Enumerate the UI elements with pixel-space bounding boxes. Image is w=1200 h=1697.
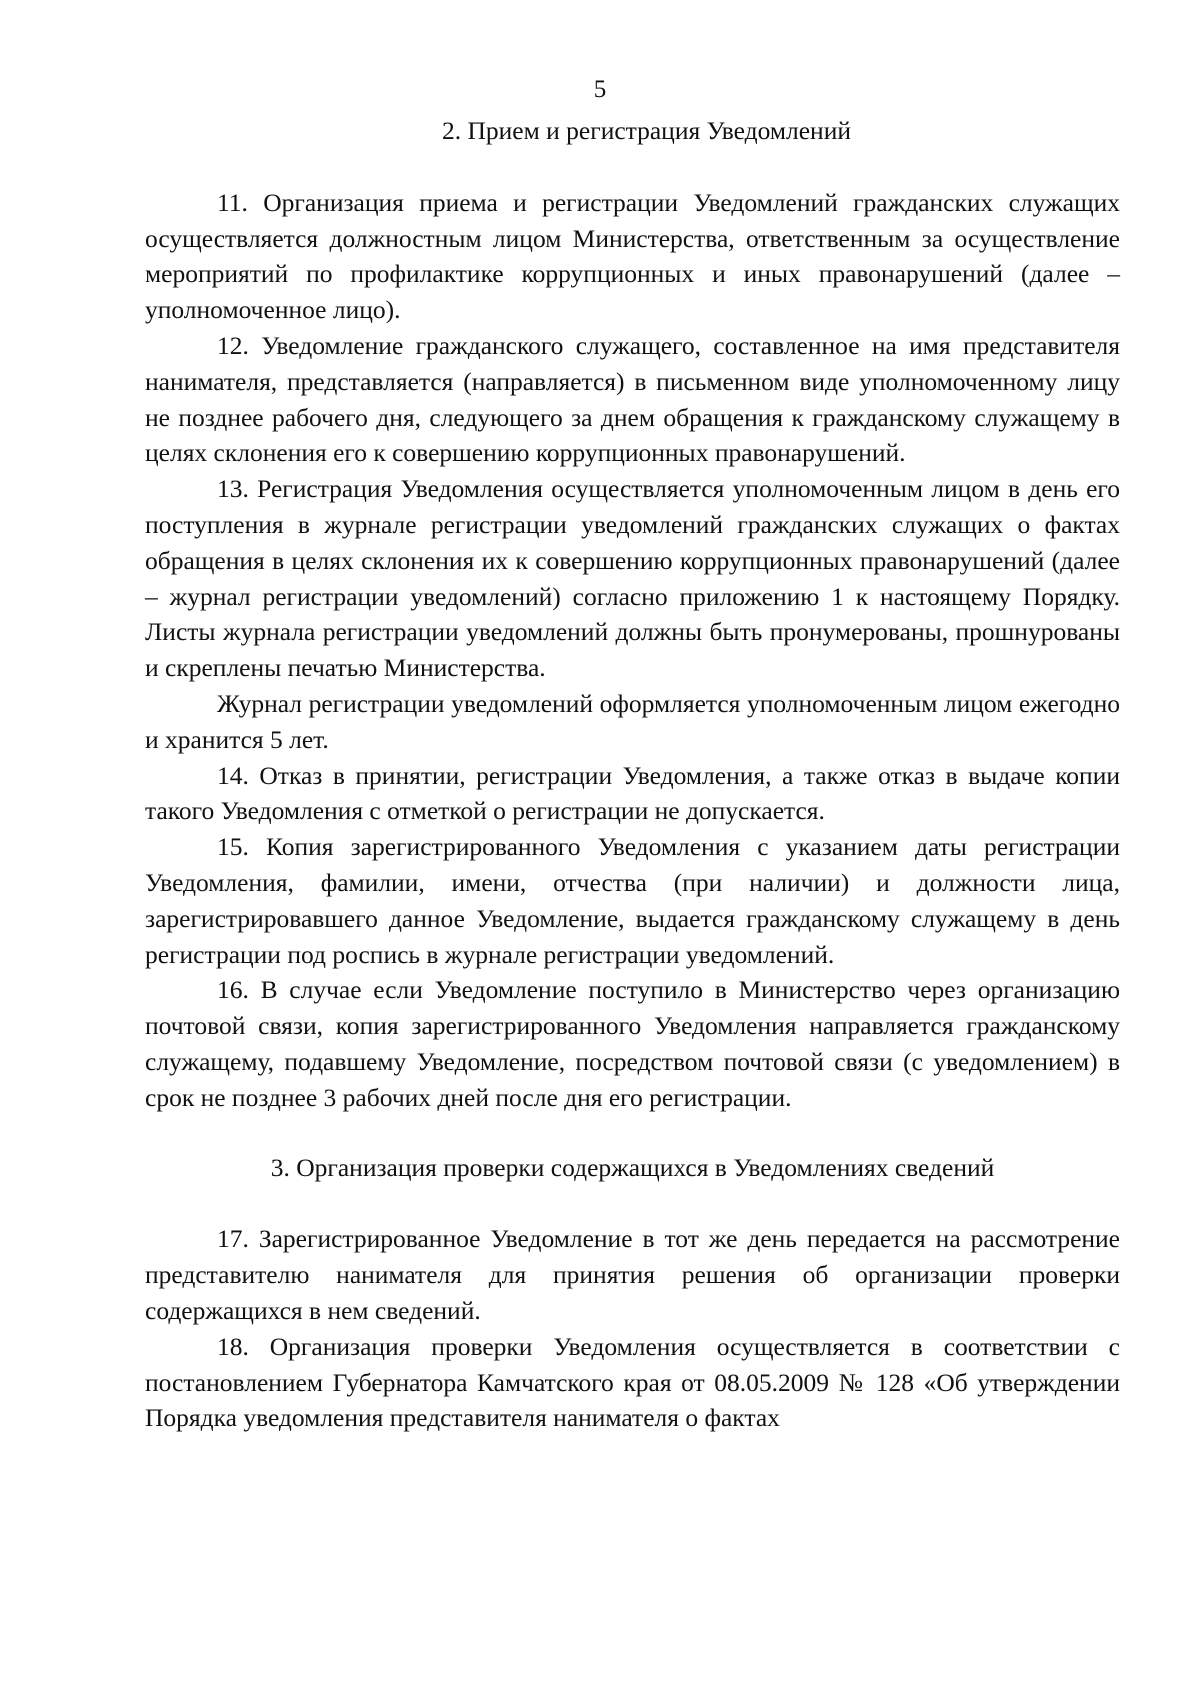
- paragraph-12: 12. Уведомление гражданского служащего, составленное на имя представителя нанимателя, представляется (направляется) в письменном виде уполномоченному лицу не позднее рабочего дня, следующего за днем обращения к гражданскому служащему в целях склонения его к совершению коррупционных правонарушений.: [145, 330, 1120, 468]
- spacer: [145, 149, 1120, 185]
- paragraph-14: 14. Отказ в принятии, регистрации Уведомления, а также отказ в выдаче копии такого Уведомления с отметкой о регистрации не допускается.: [145, 760, 1120, 826]
- paragraph-16: 16. В случае если Уведомление поступило в Министерство через организацию почтовой связи, копия зарегистрированного Уведомления направляется гражданскому служащему, подавшему Уведомление, посредством почтовой связи (с уведомлением) в срок не позднее 3 рабочих дней после дня его регистрации.: [145, 975, 1120, 1112]
- page-number: 5: [593, 76, 607, 103]
- paragraph-journal: Журнал регистрации уведомлений оформляется уполномоченным лицом ежегодно и хранится 5 лет.: [145, 688, 1120, 754]
- spacer: [145, 1185, 1120, 1221]
- paragraph-15: 15. Копия зарегистрированного Уведомления с указанием даты регистрации Уведомления, фамилии, имени, отчества (при наличии) и должности лица, зарегистрировавшего данное Уведомление, выдается гражданскому служащему в день регистрации под роспись в журнале регистрации уведомлений.: [145, 832, 1120, 969]
- paragraph-17: 17. Зарегистрированное Уведомление в тот же день передается на рассмотрение представителю нанимателя для принятия решения об организации проверки содержащихся в нем сведений.: [145, 1224, 1120, 1325]
- section-3-heading: 3. Организация проверки содержащихся в Уведомлениях сведений: [270, 1152, 995, 1182]
- paragraph-18: 18. Организация проверки Уведомления осуществляется в соответствии с постановлением Губернатора Камчатского края от 08.05.2009 № 128 «Об утверждении Порядка уведомления представителя нанимателя о фактах: [145, 1331, 1120, 1433]
- section-2-heading: 2. Прием и регистрация Уведомлений: [442, 116, 851, 145]
- paragraph-13: 13. Регистрация Уведомления осуществляется уполномоченным лицом в день его поступления в журнале регистрации уведомлений гражданских служащих о фактах обращения в целях склонения их к совершению коррупционных правонарушений (далее – журнал регистрации уведомлений) согласно приложению 1 к настоящему Порядку. Листы журнала регистрации уведомлений должны быть пронумерованы, прошнурованы и скреплены печатью Министерства.: [145, 474, 1120, 683]
- paragraph-11: 11. Организация приема и регистрации Уведомлений гражданских служащих осуществляется должностным лицом Министерства, ответственным за осуществление мероприятий по профилактике коррупционных и иных правонарушений (далее – уполномоченное лицо).: [145, 187, 1120, 325]
- document-body: [145, 113, 1120, 1436]
